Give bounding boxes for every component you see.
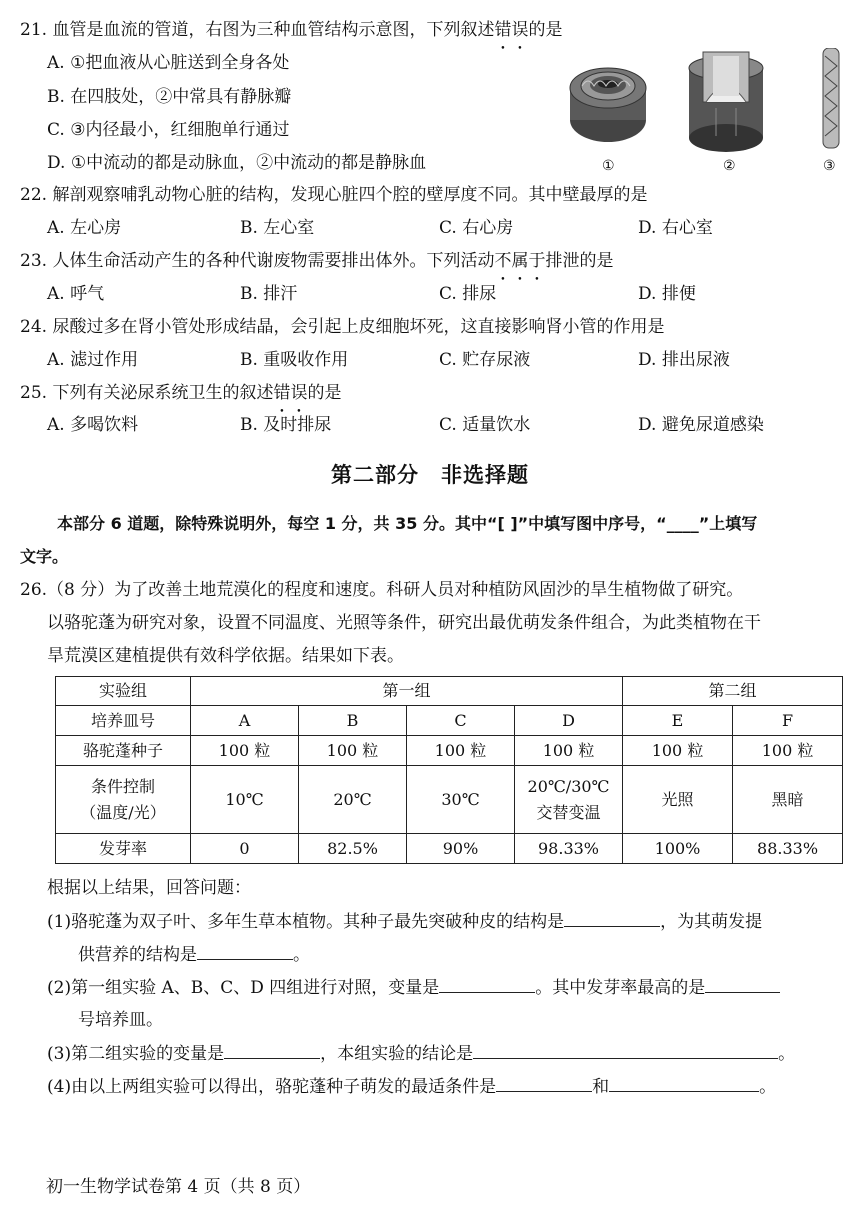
answer-blank[interactable]	[224, 1042, 320, 1059]
artery-illustration	[570, 68, 646, 142]
q26-sub2-line1: (2)第一组实验 A、B、C、D 四组进行对照，变量是 。其中发芽率最高的是	[47, 976, 780, 999]
figure-label-1: ①	[602, 158, 615, 174]
q25-stem: 25. 下列有关泌尿系统卫生的叙述错误的是	[20, 383, 342, 403]
cell-seed: 100 粒	[515, 736, 623, 766]
q21-option-b: B. 在四肢处，②中常具有静脉瓣	[47, 87, 292, 107]
cell-header-condition	[56, 766, 191, 834]
q22-option-d: D. 右心室	[638, 218, 713, 238]
cell-dish: F	[733, 706, 843, 736]
capillary-illustration	[823, 48, 839, 148]
cell-header-group: 实验组	[56, 677, 191, 706]
answer-blank[interactable]	[439, 976, 535, 993]
cell-condition: 10℃	[191, 766, 299, 834]
condition-label: 条件控制	[90, 776, 155, 796]
q23-option-d: D. 排便	[638, 284, 696, 304]
figure-label-3: ③	[823, 158, 836, 174]
cell-condition: 光照	[623, 766, 733, 834]
cell-dish: C	[407, 706, 515, 736]
blood-vessel-diagram	[566, 48, 850, 158]
q26-intro-line1: 26.（8 分）为了改善土地荒漠化的程度和速度。科研人员对种植防风固沙的旱生植物做了研究。	[20, 580, 744, 600]
cell-rate: 0	[191, 834, 299, 864]
cell-dish: E	[623, 706, 733, 736]
answer-blank[interactable]	[197, 943, 293, 960]
cell-dish: B	[299, 706, 407, 736]
q25-option-a: A. 多喝饮料	[47, 415, 139, 435]
q25-option-d: D. 避免尿道感染	[638, 415, 764, 435]
q22-option-a: A. 左心房	[47, 218, 122, 238]
q25-option-c: C. 适量饮水	[439, 415, 531, 435]
q26-sub1-line1: (1)骆驼蓬为双子叶、多年生草本植物。其种子最先突破种皮的结构是 ，为其萌发提	[47, 912, 763, 932]
vein-illustration	[689, 52, 763, 152]
part2-intro-line1: 本部分 6 道题，除特殊说明外，每空 1 分，共 35 分。其中“[ ]”中填写图中序号，“____”上填写	[57, 514, 758, 533]
cell-header-dish: 培养皿号	[56, 706, 191, 736]
q24-option-a: A. 滤过作用	[47, 350, 139, 370]
q22-stem: 22. 解剖观察哺乳动物心脏的结构，发现心脏四个腔的壁厚度不同。其中壁最厚的是	[20, 185, 648, 205]
q26-sub4: (4)由以上两组实验可以得出，骆驼蓬种子萌发的最适条件是 和 。	[47, 1077, 777, 1097]
answer-blank[interactable]	[564, 910, 660, 927]
q26-sub2-line2: 号培养皿。	[78, 1010, 163, 1030]
cell-group-1: 第一组	[191, 677, 623, 706]
cell-rate: 82.5%	[299, 834, 407, 864]
cell-rate: 98.33%	[515, 834, 623, 864]
q21-option-c: C. ③内径最小，红细胞单行通过	[47, 120, 290, 140]
condition-d-line1: 20℃/30℃	[527, 776, 610, 796]
cell-seed: 100 粒	[733, 736, 843, 766]
q26-intro-line2: 以骆驼蓬为研究对象，设置不同温度、光照等条件，研究出最优萌发条件组合，为此类植物在干	[47, 613, 761, 633]
page-footer: 初一生物学试卷第 4 页（共 8 页）	[46, 1177, 311, 1197]
q26-lead: 根据以上结果，回答问题：	[47, 878, 251, 898]
q25-option-b: B. 及时排尿	[240, 415, 332, 435]
cell-condition: 30℃	[407, 766, 515, 834]
cell-condition: 20℃	[299, 766, 407, 834]
cell-condition	[515, 766, 623, 834]
q24-stem: 24. 尿酸过多在肾小管处形成结晶，会引起上皮细胞坏死，这直接影响肾小管的作用是	[20, 317, 665, 337]
condition-d-line2: 交替变温	[536, 802, 601, 822]
germination-table	[55, 676, 843, 864]
q23-option-b: B. 排汗	[240, 284, 298, 304]
answer-blank[interactable]	[705, 976, 780, 993]
figure-label-2: ②	[723, 158, 736, 174]
cell-rate: 100%	[623, 834, 733, 864]
table-row-rate	[56, 834, 843, 864]
q21-option-d: D. ①中流动的都是动脉血，②中流动的都是静脉血	[47, 153, 427, 173]
cell-rate: 88.33%	[733, 834, 843, 864]
q21-option-a: A. ①把血液从心脏送到全身各处	[47, 53, 290, 73]
cell-seed: 100 粒	[299, 736, 407, 766]
condition-sublabel: （温度/光）	[80, 802, 166, 822]
q23-stem: 23. 人体生命活动产生的各种代谢废物需要排出体外。下列活动不属于排泄的是	[20, 251, 614, 271]
q26-sub1-line2: 供营养的结构是 。	[78, 945, 310, 965]
q24-option-d: D. 排出尿液	[638, 350, 730, 370]
blood-vessel-figure	[566, 48, 850, 178]
part2-intro-line2: 文字。	[20, 547, 69, 566]
q24-option-c: C. 贮存尿液	[439, 350, 531, 370]
answer-blank[interactable]	[473, 1042, 778, 1059]
part2-title: 第二部分 非选择题	[331, 463, 529, 487]
q22-option-b: B. 左心室	[240, 218, 315, 238]
table-row-group	[56, 677, 843, 706]
table-row-condition	[56, 766, 843, 834]
answer-blank[interactable]	[496, 1075, 592, 1092]
q26-sub3: (3)第二组实验的变量是 ，本组实验的结论是 。	[47, 1044, 796, 1064]
q24-option-b: B. 重吸收作用	[240, 350, 349, 370]
cell-group-2: 第二组	[623, 677, 843, 706]
cell-header-seed: 骆驼蓬种子	[56, 736, 191, 766]
cell-rate: 90%	[407, 834, 515, 864]
table-row-seed	[56, 736, 843, 766]
cell-seed: 100 粒	[191, 736, 299, 766]
cell-header-rate: 发芽率	[56, 834, 191, 864]
cell-seed: 100 粒	[623, 736, 733, 766]
cell-seed: 100 粒	[407, 736, 515, 766]
cell-condition: 黑暗	[733, 766, 843, 834]
q23-option-c: C. 排尿	[439, 284, 497, 304]
q21-stem: 21. 血管是血流的管道，右图为三种血管结构示意图，下列叙述错误的是	[20, 20, 563, 40]
q23-option-a: A. 呼气	[47, 284, 105, 304]
answer-blank[interactable]	[609, 1075, 759, 1092]
table-row-dish	[56, 706, 843, 736]
cell-dish: D	[515, 706, 623, 736]
q22-option-c: C. 右心房	[439, 218, 514, 238]
cell-dish: A	[191, 706, 299, 736]
q26-intro-line3: 旱荒漠区建植提供有效科学依据。结果如下表。	[47, 646, 404, 666]
